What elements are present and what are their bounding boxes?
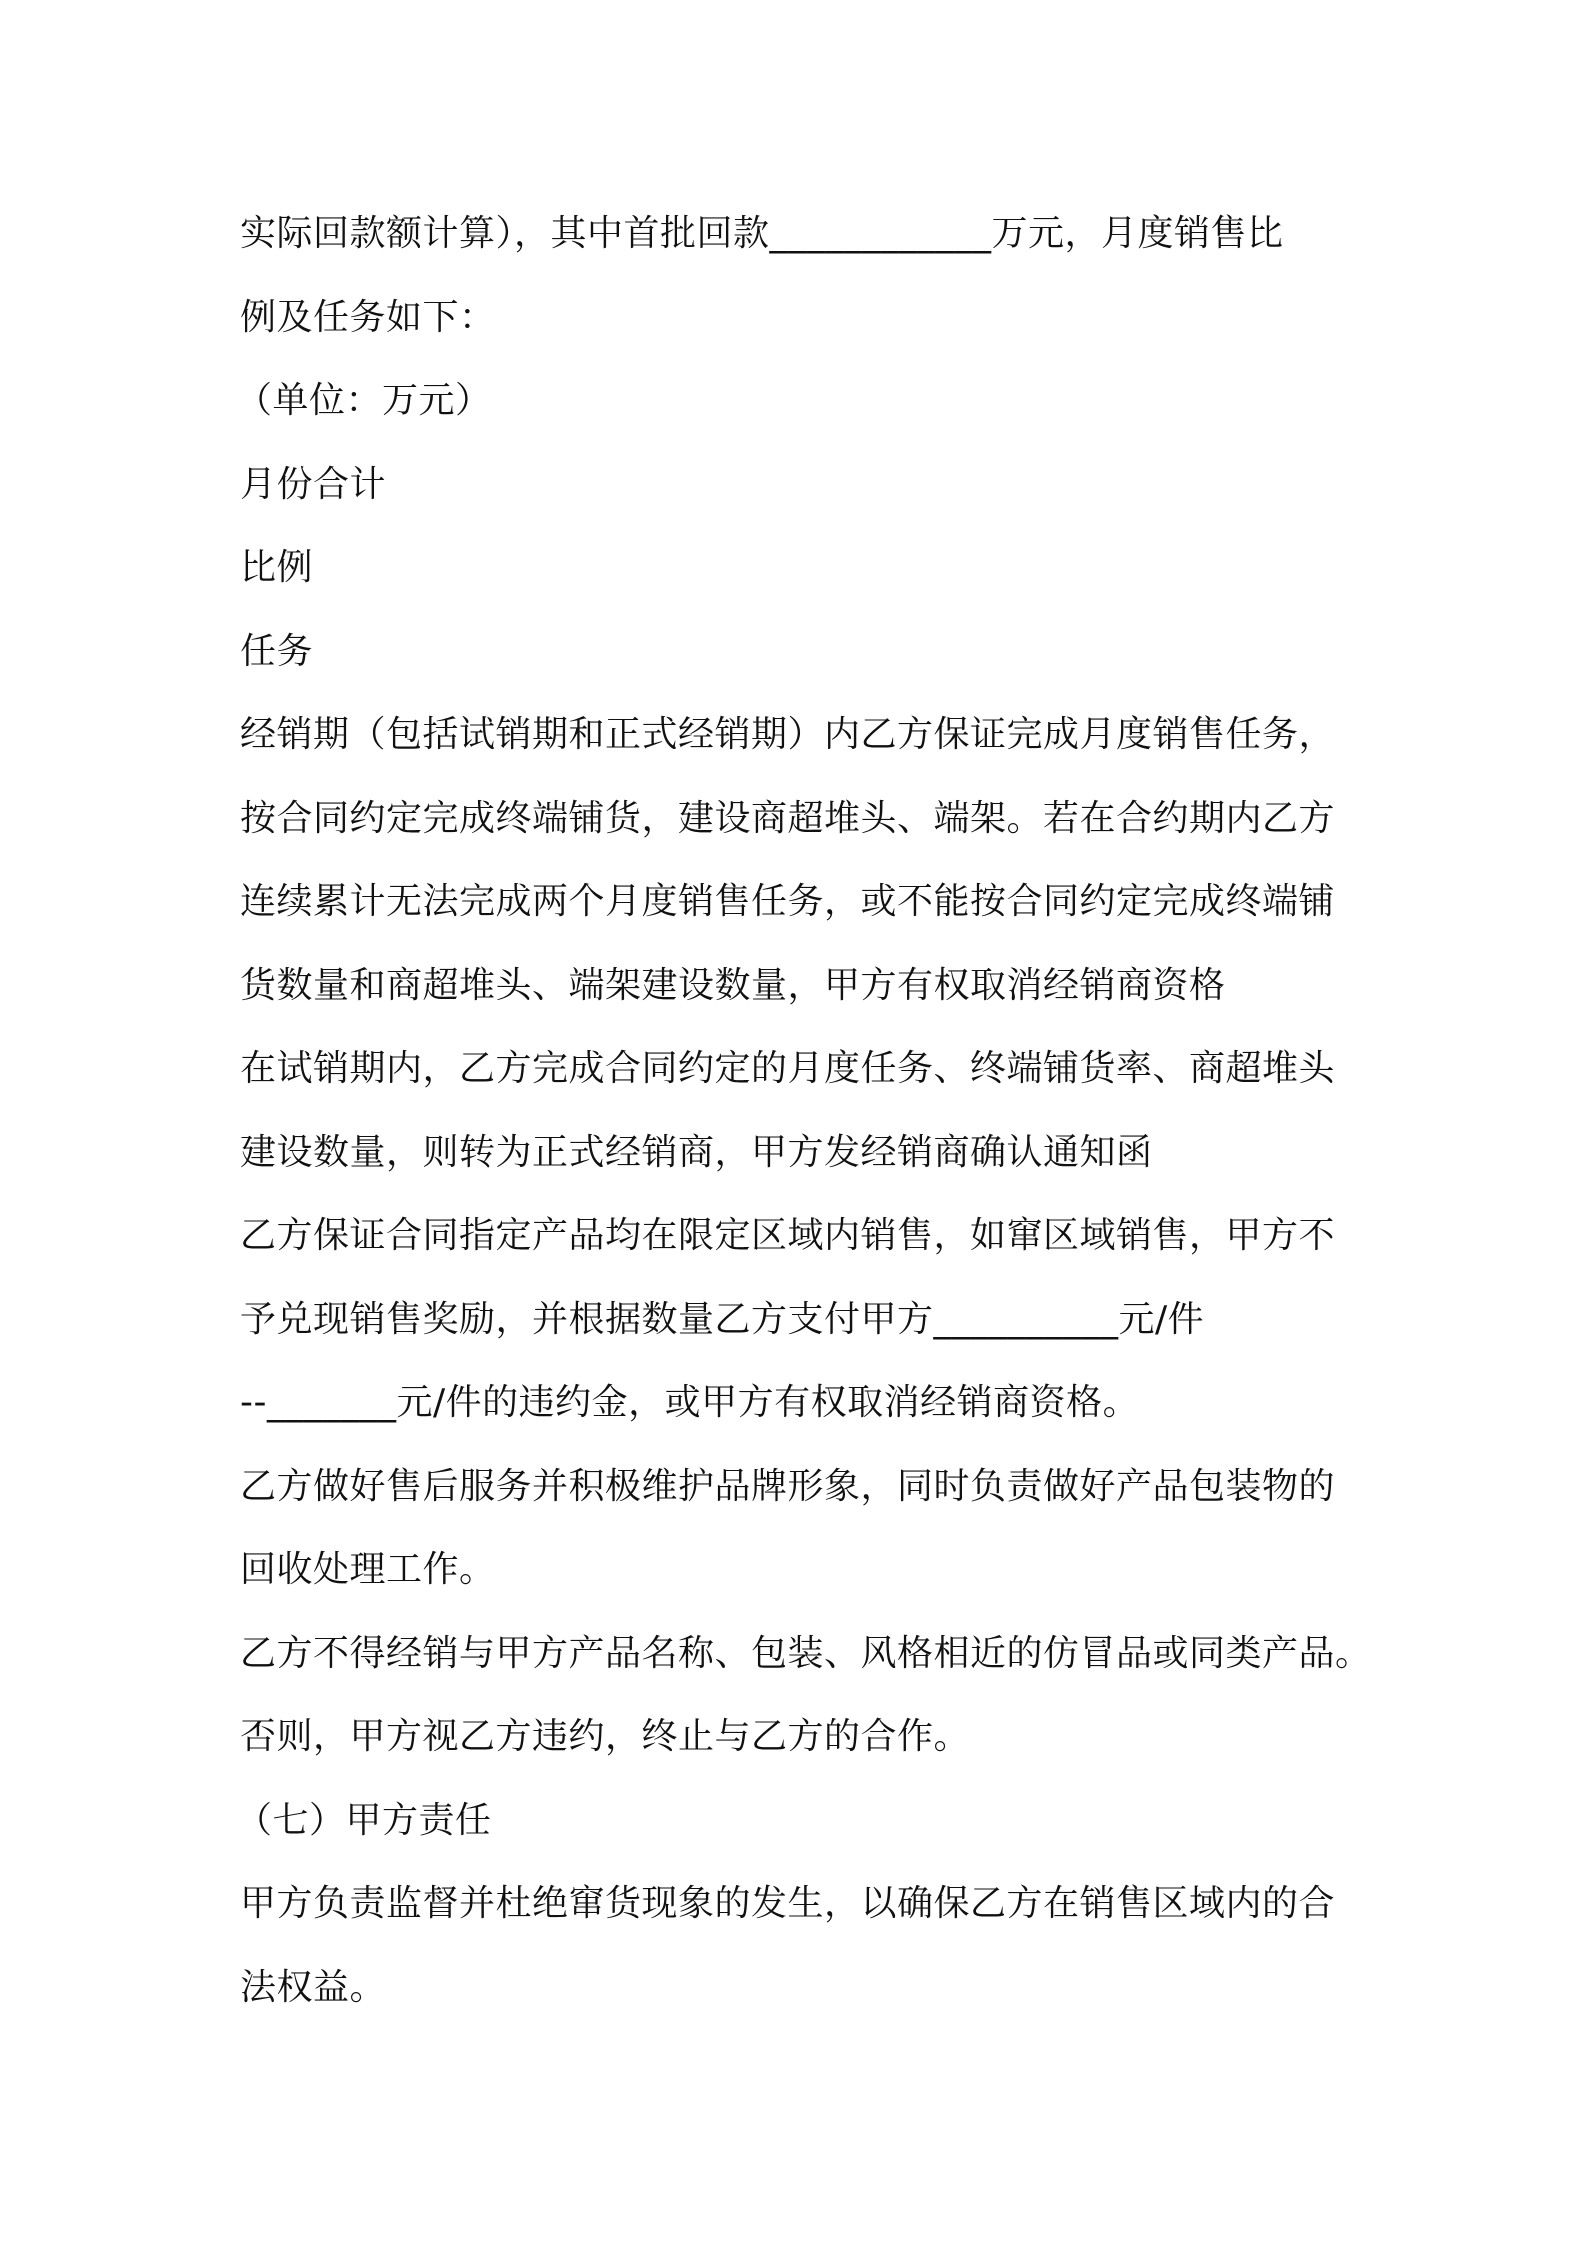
- section-heading: （七）甲方责任: [236, 1799, 492, 1841]
- text-line: 按合同约定完成终端铺货，建设商超堆头、端架。若在合约期内乙方: [240, 797, 1336, 839]
- text-line: 例及任务如下：: [240, 296, 496, 338]
- text-line: 月份合计: [240, 463, 387, 505]
- text-line: 比例: [240, 547, 314, 588]
- text-line: （单位：万元）: [236, 380, 492, 421]
- text-line: --_______元/件的违约金，或甲方有权取消经销商资格。: [240, 1382, 1140, 1423]
- text-line: 建设数量，则转为正式经销商，甲方发经销商确认通知函: [240, 1131, 1153, 1173]
- text-line: 连续累计无法完成两个月度销售任务，或不能按合同约定完成终端铺: [240, 881, 1336, 922]
- text-line: 乙方做好售后服务并积极维护品牌形象，同时负责做好产品包装物的: [240, 1465, 1336, 1507]
- text-line: 在试销期内，乙方完成合同约定的月度任务、终端铺货率、商超堆头: [240, 1048, 1336, 1089]
- text-line: 经销期（包括试销期和正式经销期）内乙方保证完成月度销售任务，: [240, 714, 1336, 755]
- document-page: [236, 192, 1372, 2029]
- text-line: 甲方负责监督并杜绝窜货现象的发生，以确保乙方在销售区域内的合: [240, 1883, 1336, 1924]
- text-line: 法权益。: [240, 1966, 387, 2008]
- text-line: 否则，甲方视乙方违约，终止与乙方的合作。: [240, 1716, 971, 1757]
- text-line: 货数量和商超堆头、端架建设数量，甲方有权取消经销商资格: [240, 964, 1226, 1006]
- text-line: 实际回款额计算），其中首批回款____________万元，月度销售比: [240, 213, 1284, 254]
- text-line: 予兑现销售奖励，并根据数量乙方支付甲方__________元/件: [240, 1298, 1205, 1340]
- text-line: 任务: [240, 630, 314, 672]
- text-line: 乙方不得经销与甲方产品名称、包装、风格相近的仿冒品或同类产品。: [240, 1632, 1372, 1674]
- text-line: 乙方保证合同指定产品均在限定区域内销售，如窜区域销售，甲方不: [240, 1215, 1336, 1256]
- text-line: 回收处理工作。: [240, 1549, 496, 1590]
